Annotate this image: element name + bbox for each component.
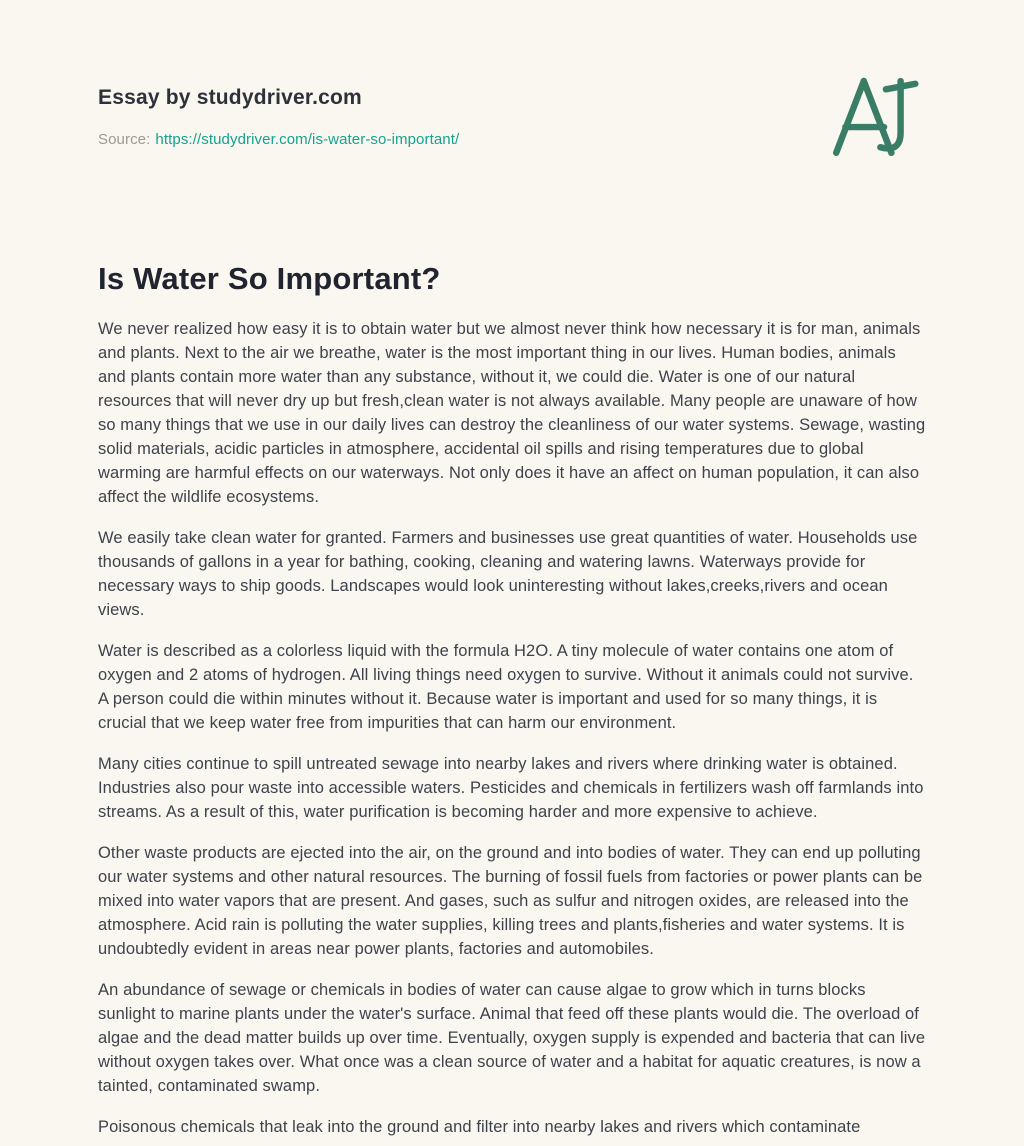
essay-paragraph: Water is described as a colorless liquid with the formula H2O. A tiny molecule of water contains one atom of oxygen and 2 atoms of hydrogen. All living things need oxygen to survive. Without it animals could not survive. A person could die within minutes without it. Because water is important and used for so many things, it is crucial that we keep water free from impurities that can harm our environment.: [98, 642, 914, 732]
header-left: [98, 70, 459, 148]
page-title: Is Water So Important?: [98, 261, 441, 296]
essay-body: [98, 317, 927, 1139]
essay-article: [98, 260, 927, 1139]
source-link[interactable]: https://studydriver.com/is-water-so-important/: [155, 131, 460, 148]
essay-paragraph: Many cities continue to spill untreated sewage into nearby lakes and rivers where drinking water is obtained. Industries also pour waste into accessible waters. Pesticides and chemicals in fertilizers wash off farmlands into streams. As a result of this, water purification is becoming harder and more expensive to achieve.: [98, 755, 924, 821]
logo-a-left-stroke: [836, 81, 864, 153]
studydriver-logo-icon: [827, 70, 919, 162]
essay-paragraph: Other waste products are ejected into the air, on the ground and into bodies of water. They can end up polluting our water systems and other natural resources. The burning of fossil fuels from factories or power plants can be mixed into water vapors that are present. And gases, such as sulfur and nitrogen oxides, are released into the atmosphere. Acid rain is polluting the water supplies, killing trees and plants,fisheries and water systems. It is undoubtedly evident in areas near power plants, factories and automobiles.: [98, 844, 923, 958]
header: [98, 70, 927, 162]
essay-paragraph: Poisonous chemicals that leak into the ground and filter into nearby lakes and rivers which contaminate: [98, 1118, 861, 1136]
source-label: Source:: [98, 131, 151, 148]
source-line: [98, 131, 459, 148]
essay-by-title: Essay by studydriver.com: [98, 86, 362, 109]
essay-paragraph: We never realized how easy it is to obtain water but we almost never think how necessary it is for man, animals and plants. Next to the air we breathe, water is the most important thing in our lives. Human bodies, animals and plants contain more water than any substance, without it, we could die. Water is one of our natural resources that will never dry up but fresh,clean water is not always available. Many people are unaware of how so many things that we use in our daily lives can destroy the cleanliness of our water systems. Sewage, wasting solid materials, acidic particles in atmosphere, accidental oil spills and rising temperatures due to global warming are harmful effects on our waterways. Not only does it have an affect on human population, it can also affect the wildlife ecosystems.: [98, 320, 926, 506]
logo-j-cross: [886, 84, 915, 90]
essay-paragraph: An abundance of sewage or chemicals in bodies of water can cause algae to grow which in turns blocks sunlight to marine plants under the water's surface. Animal that feed off these plants would die. The overload of algae and the dead matter builds up over time. Eventually, oxygen supply is expended and bacteria that can live without oxygen takes over. What once was a clean source of water and a habitat for aquatic creatures, is now a tainted, contaminated swamp.: [98, 981, 926, 1095]
essay-paragraph: We easily take clean water for granted. Farmers and businesses use great quantities of water. Households use thousands of gallons in a year for bathing, cooking, cleaning and watering lawns. Waterways provide for necessary ways to ship goods. Landscapes would look uninteresting without lakes,creeks,rivers and ocean views.: [98, 529, 918, 619]
